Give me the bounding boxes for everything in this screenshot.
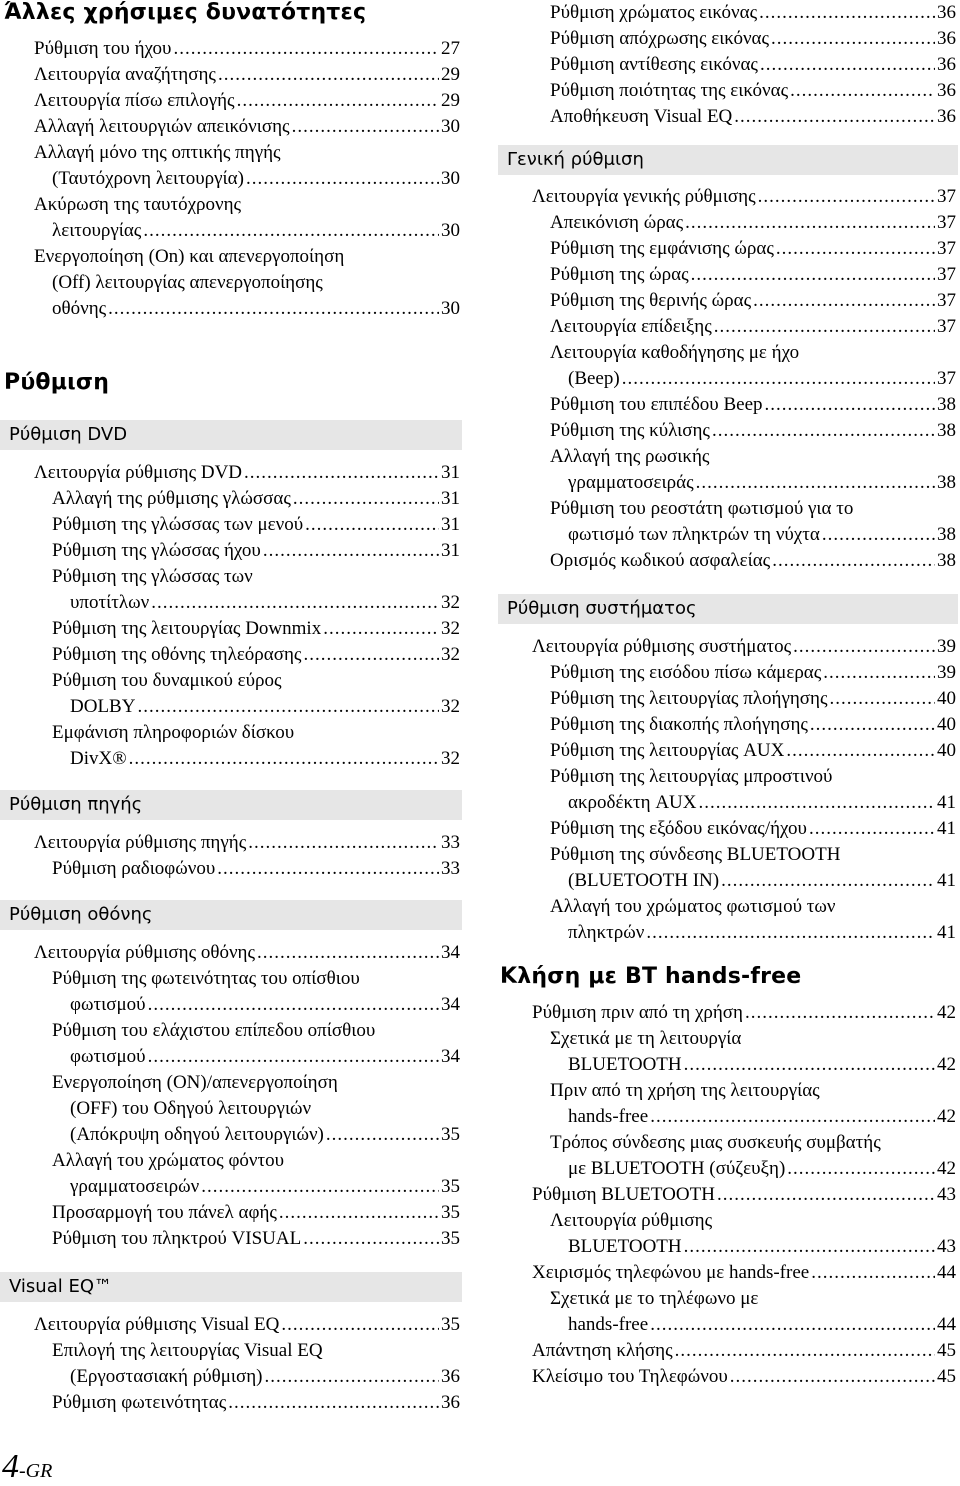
dot-leader bbox=[759, 0, 935, 26]
toc-entry-title: Αποθήκευση Visual EQ bbox=[550, 106, 733, 127]
toc-page-number: 29 bbox=[441, 64, 460, 85]
toc-entry-title: Ρύθμιση του ρεοστάτη φωτισμού για το bbox=[550, 498, 854, 519]
page-number-digit: 4 bbox=[2, 1448, 19, 1485]
dot-leader bbox=[292, 114, 439, 140]
toc-entry-title: Κλείσιμο του Τηλεφώνου bbox=[532, 1366, 728, 1387]
toc-entry-title: Ρύθμιση χρώματος εικόνας bbox=[550, 2, 758, 23]
toc-entry-title: (Απόκρυψη οδηγού λειτουργιών) bbox=[70, 1124, 324, 1145]
toc-entry-title: Λειτουργία αναζήτησης bbox=[34, 64, 216, 85]
toc-page-number: 32 bbox=[441, 592, 460, 613]
toc-entry-title: φωτισμού bbox=[70, 994, 146, 1015]
toc-entry-title: Ρύθμιση του πληκτρού VISUAL bbox=[52, 1228, 302, 1249]
dot-leader bbox=[760, 52, 935, 78]
dot-leader bbox=[326, 1122, 439, 1148]
toc-entry-title: Ρύθμιση του ήχου bbox=[34, 38, 172, 59]
dot-leader bbox=[218, 62, 439, 88]
toc-entry-title: Ρύθμιση της λειτουργίας πλοήγησης bbox=[550, 688, 828, 709]
toc-entry-title: Λειτουργία ρύθμισης Visual EQ bbox=[34, 1314, 280, 1335]
toc-page-number: 35 bbox=[441, 1228, 460, 1249]
toc-page-number: 44 bbox=[937, 1314, 956, 1335]
toc-page-number: 31 bbox=[441, 488, 460, 509]
toc-entry-title: hands-free bbox=[568, 1314, 649, 1335]
toc-entry-title: Αλλαγή μόνο της οπτικής πηγής bbox=[34, 142, 281, 163]
toc-entry-title: Λειτουργία ρύθμισης πηγής bbox=[34, 832, 247, 853]
toc-entry-title: Λειτουργία καθοδήγησης με ήχο bbox=[550, 342, 800, 363]
dot-leader bbox=[257, 940, 439, 966]
dot-leader bbox=[303, 1226, 439, 1252]
toc-page-number: 29 bbox=[441, 90, 460, 111]
section-heading: Κλήση με BT hands-free bbox=[500, 964, 802, 989]
dot-leader bbox=[786, 738, 935, 764]
dot-leader bbox=[793, 634, 935, 660]
toc-page-number: 40 bbox=[937, 740, 956, 761]
toc-entry-title: Αλλαγή λειτουργιών απεικόνισης bbox=[34, 116, 290, 137]
toc-page-number: 40 bbox=[937, 714, 956, 735]
toc-entry-title: Ρύθμιση ραδιοφώνου bbox=[52, 858, 216, 879]
toc-entry-title: (Εργοστασιακή ρύθμιση) bbox=[70, 1366, 263, 1387]
toc-entry-title: Ρύθμιση της εισόδου πίσω κάμερας bbox=[550, 662, 822, 683]
toc-entry-title: DivX® bbox=[70, 748, 127, 769]
dot-leader bbox=[721, 868, 935, 894]
dot-leader bbox=[263, 538, 439, 564]
toc-page-number: 37 bbox=[937, 238, 956, 259]
toc-page-number: 32 bbox=[441, 748, 460, 769]
dot-leader bbox=[675, 1338, 935, 1364]
toc-entry-title: Ρύθμιση του δυναμικού εύρος bbox=[52, 670, 282, 691]
toc-page-number: 34 bbox=[441, 942, 460, 963]
toc-page-number: 36 bbox=[937, 80, 956, 101]
toc-page-number: 38 bbox=[937, 394, 956, 415]
dot-leader bbox=[108, 296, 439, 322]
section-heading: Ρύθμιση bbox=[4, 370, 110, 395]
dot-leader bbox=[810, 712, 935, 738]
toc-entry-title: Ενεργοποίηση (On) και απενεργοποίηση bbox=[34, 246, 345, 267]
dot-leader bbox=[809, 816, 935, 842]
subsection-heading: Ρύθμιση DVD bbox=[0, 420, 462, 450]
toc-entry-title: Σχετικά με το τηλέφωνο με bbox=[550, 1288, 759, 1309]
toc-page-number: 36 bbox=[937, 2, 956, 23]
toc-entry-title: φωτισμό των πληκτρών τη νύχτα bbox=[568, 524, 820, 545]
toc-entry-title: λειτουργίας bbox=[52, 220, 142, 241]
toc-page-number: 33 bbox=[441, 858, 460, 879]
toc-entry-title: Λειτουργία επίδειξης bbox=[550, 316, 712, 337]
toc-entry-title: Ρύθμιση της θερινής ώρας bbox=[550, 290, 752, 311]
toc-entry-title: BLUETOOTH bbox=[568, 1236, 682, 1257]
toc-entry-title: Λειτουργία ρύθμισης συστήματος bbox=[532, 636, 792, 657]
toc-page-number: 37 bbox=[937, 264, 956, 285]
toc-entry-title: Ρύθμιση της ώρας bbox=[550, 264, 689, 285]
dot-leader bbox=[772, 548, 935, 574]
toc-page-number: 41 bbox=[937, 818, 956, 839]
toc-entry-title: με BLUETOOTH (σύζευξη) bbox=[568, 1158, 786, 1179]
dot-leader bbox=[305, 512, 439, 538]
toc-entry-title: (Beep) bbox=[568, 368, 620, 389]
toc-entry-title: Ρύθμιση απόχρωσης εικόνας bbox=[550, 28, 770, 49]
dot-leader bbox=[730, 1364, 935, 1390]
toc-entry-title: (OFF) του Οδηγού λειτουργιών bbox=[70, 1098, 312, 1119]
toc-entry-title: DOLBY bbox=[70, 696, 136, 717]
dot-leader bbox=[822, 522, 935, 548]
toc-entry-title: Ρύθμιση της φωτεινότητας του οπίσθιου bbox=[52, 968, 360, 989]
toc-entry-title: οθόνης bbox=[52, 298, 107, 319]
toc-entry-title: Ρύθμιση της λειτουργίας μπροστινού bbox=[550, 766, 833, 787]
toc-page-number: 36 bbox=[441, 1366, 460, 1387]
toc-entry-title: Ρύθμιση ποιότητας της εικόνας bbox=[550, 80, 789, 101]
toc-entry-title: Εμφάνιση πληροφοριών δίσκου bbox=[52, 722, 295, 743]
toc-entry-title: Ρύθμιση BLUETOOTH bbox=[532, 1184, 715, 1205]
toc-page-number: 42 bbox=[937, 1054, 956, 1075]
toc-page-number: 36 bbox=[441, 1392, 460, 1413]
subsection-heading: Ρύθμιση πηγής bbox=[0, 790, 462, 820]
toc-page-number: 33 bbox=[441, 832, 460, 853]
subsection-heading: Visual EQ™ bbox=[0, 1272, 462, 1302]
toc-page-number: 35 bbox=[441, 1124, 460, 1145]
toc-entry-title: ακροδέκτη AUX bbox=[568, 792, 697, 813]
toc-page-number: 37 bbox=[937, 316, 956, 337]
toc-page-number: 32 bbox=[441, 618, 460, 639]
section-heading: Άλλες χρήσιμες δυνατότητες bbox=[4, 0, 367, 25]
toc-page-number: 36 bbox=[937, 28, 956, 49]
dot-leader bbox=[696, 470, 935, 496]
toc-page-number: 39 bbox=[937, 662, 956, 683]
toc-entry-title: Αλλαγή του χρώματος φόντου bbox=[52, 1150, 285, 1171]
toc-entry-title: Επιλογή της λειτουργίας Visual EQ bbox=[52, 1340, 323, 1361]
toc-page-number: 45 bbox=[937, 1366, 956, 1387]
toc-entry-title: Αλλαγή της ρωσικής bbox=[550, 446, 710, 467]
toc-entry-title: Πριν από τη χρήση της λειτουργίας bbox=[550, 1080, 820, 1101]
toc-page-number: 36 bbox=[937, 54, 956, 75]
toc-entry-title: Ρύθμιση φωτεινότητας bbox=[52, 1392, 227, 1413]
toc-page-number: 35 bbox=[441, 1176, 460, 1197]
toc-entry-title: Ρύθμιση της γλώσσας ήχου bbox=[52, 540, 261, 561]
toc-page-number: 37 bbox=[937, 212, 956, 233]
dot-leader bbox=[201, 1174, 439, 1200]
toc-entry-title: Αλλαγή του χρώματος φωτισμού των bbox=[550, 896, 836, 917]
dot-leader bbox=[246, 166, 439, 192]
dot-leader bbox=[685, 210, 935, 236]
dot-leader bbox=[265, 1364, 439, 1390]
dot-leader bbox=[765, 392, 936, 418]
dot-leader bbox=[714, 314, 935, 340]
toc-entry-title: Προσαρμογή του πάνελ αφής bbox=[52, 1202, 277, 1223]
dot-leader bbox=[734, 104, 935, 130]
toc-entry-title: Λειτουργία γενικής ρύθμισης bbox=[532, 186, 756, 207]
toc-entry-title: φωτισμού bbox=[70, 1046, 146, 1067]
toc-page-number: 40 bbox=[937, 688, 956, 709]
dot-leader bbox=[691, 262, 935, 288]
dot-leader bbox=[151, 590, 439, 616]
toc-entry-title: Ρύθμιση της λειτουργίας Downmix bbox=[52, 618, 322, 639]
toc-entry-title: Λειτουργία ρύθμισης bbox=[550, 1210, 713, 1231]
dot-leader bbox=[129, 746, 439, 772]
toc-page-number: 37 bbox=[937, 368, 956, 389]
dot-leader bbox=[148, 1044, 439, 1070]
toc-page-number: 35 bbox=[441, 1202, 460, 1223]
toc-page-number: 38 bbox=[937, 524, 956, 545]
toc-page-number: 39 bbox=[937, 636, 956, 657]
toc-page-number: 30 bbox=[441, 116, 460, 137]
toc-entry-title: Ρύθμιση της εμφάνισης ώρας bbox=[550, 238, 774, 259]
toc-page-number: 34 bbox=[441, 1046, 460, 1067]
toc-page-number: 38 bbox=[937, 472, 956, 493]
toc-page-number: 34 bbox=[441, 994, 460, 1015]
subsection-heading: Ρύθμιση συστήματος bbox=[498, 594, 958, 624]
toc-entry-title: Ρύθμιση της διακοπής πλοήγησης bbox=[550, 714, 808, 735]
toc-entry-title: Τρόπος σύνδεσης μιας συσκευής συμβατής bbox=[550, 1132, 881, 1153]
toc-entry-title: (Off) λειτουργίας απενεργοποίησης bbox=[52, 272, 323, 293]
toc-entry-title: Ρύθμιση της εξόδου εικόνας/ήχου bbox=[550, 818, 807, 839]
toc-entry-title: γραμματοσειρών bbox=[70, 1176, 200, 1197]
dot-leader bbox=[281, 1312, 439, 1338]
dot-leader bbox=[646, 920, 935, 946]
toc-entry-title: Ρύθμιση της γλώσσας των bbox=[52, 566, 253, 587]
dot-leader bbox=[137, 694, 439, 720]
dot-leader bbox=[622, 366, 935, 392]
dot-leader bbox=[699, 790, 935, 816]
dot-leader bbox=[823, 660, 935, 686]
dot-leader bbox=[650, 1104, 935, 1130]
toc-entry-title: Απεικόνιση ώρας bbox=[550, 212, 684, 233]
dot-leader bbox=[143, 218, 439, 244]
toc-entry-title: Απάντηση κλήσης bbox=[532, 1340, 673, 1361]
toc-page-number: 30 bbox=[441, 298, 460, 319]
toc-entry-title: Λειτουργία ρύθμισης οθόνης bbox=[34, 942, 255, 963]
dot-leader bbox=[650, 1312, 935, 1338]
subsection-heading: Γενική ρύθμιση bbox=[498, 145, 958, 175]
toc-entry-title: Χειρισμός τηλεφώνου με hands-free bbox=[532, 1262, 810, 1283]
dot-leader bbox=[753, 288, 935, 314]
dot-leader bbox=[148, 992, 439, 1018]
toc-entry-title: Σχετικά με τη λειτουργία bbox=[550, 1028, 742, 1049]
toc-entry-title: πληκτρών bbox=[568, 922, 645, 943]
dot-leader bbox=[758, 184, 935, 210]
toc-entry-title: Ορισμός κωδικού ασφαλείας bbox=[550, 550, 771, 571]
toc-entry-title: Ρύθμιση του επιπέδου Beep bbox=[550, 394, 763, 415]
toc-page-number: 37 bbox=[937, 186, 956, 207]
dot-leader bbox=[303, 642, 439, 668]
toc-entry-title: Ρύθμιση του ελάχιστου επίπεδου οπίσθιου bbox=[52, 1020, 376, 1041]
toc-entry-title: Ακύρωση της ταυτόχρονης bbox=[34, 194, 242, 215]
dot-leader bbox=[790, 78, 935, 104]
toc-page-number: 27 bbox=[441, 38, 460, 59]
toc-entry-title: (BLUETOOTH IN) bbox=[568, 870, 720, 891]
toc-entry-title: Ρύθμιση της λειτουργίας AUX bbox=[550, 740, 785, 761]
toc-page-number: 45 bbox=[937, 1340, 956, 1361]
dot-leader bbox=[684, 1234, 935, 1260]
toc-page-number: 32 bbox=[441, 696, 460, 717]
page-number-suffix: -GR bbox=[19, 1460, 53, 1482]
toc-page-number: 44 bbox=[937, 1262, 956, 1283]
toc-page-number: 38 bbox=[937, 420, 956, 441]
dot-leader bbox=[745, 1000, 935, 1026]
toc-page-number: 30 bbox=[441, 168, 460, 189]
toc-entry-title: Ρύθμιση αντίθεσης εικόνας bbox=[550, 54, 758, 75]
subsection-heading: Ρύθμιση οθόνης bbox=[0, 900, 462, 930]
toc-page-number: 42 bbox=[937, 1158, 956, 1179]
dot-leader bbox=[684, 1052, 935, 1078]
toc-page-number: 43 bbox=[937, 1236, 956, 1257]
toc-page-number: 35 bbox=[441, 1314, 460, 1335]
toc-entry-title: BLUETOOTH bbox=[568, 1054, 682, 1075]
toc-entry-title: Ενεργοποίηση (ON)/απενεργοποίηση bbox=[52, 1072, 338, 1093]
toc-entry-title: γραμματοσειράς bbox=[568, 472, 694, 493]
toc-page-number: 31 bbox=[441, 540, 460, 561]
toc-page-number: 32 bbox=[441, 644, 460, 665]
toc-page-number: 38 bbox=[937, 550, 956, 571]
toc-page-number: 36 bbox=[937, 106, 956, 127]
dot-leader bbox=[771, 26, 935, 52]
toc-page-number: 31 bbox=[441, 514, 460, 535]
dot-leader bbox=[237, 88, 439, 114]
toc-page-number: 41 bbox=[937, 870, 956, 891]
toc-entry-title: Αλλαγή της ρύθμισης γλώσσας bbox=[52, 488, 291, 509]
toc-page-number: 31 bbox=[441, 462, 460, 483]
toc-page-number: 30 bbox=[441, 220, 460, 241]
toc-entry-title: υποτίτλων bbox=[70, 592, 150, 613]
dot-leader bbox=[323, 616, 439, 642]
dot-leader bbox=[279, 1200, 439, 1226]
toc-entry-title: Ρύθμιση της οθόνης τηλεόρασης bbox=[52, 644, 302, 665]
dot-leader bbox=[811, 1260, 935, 1286]
toc-entry-title: (Ταυτόχρονη λειτουργία) bbox=[52, 168, 244, 189]
toc-page-number: 41 bbox=[937, 792, 956, 813]
toc-page-number: 41 bbox=[937, 922, 956, 943]
dot-leader bbox=[717, 1182, 935, 1208]
dot-leader bbox=[787, 1156, 935, 1182]
toc-page-number: 43 bbox=[937, 1184, 956, 1205]
dot-leader bbox=[776, 236, 935, 262]
toc-entry-title: Λειτουργία πίσω επιλογής bbox=[34, 90, 235, 111]
dot-leader bbox=[248, 830, 439, 856]
toc-entry-title: Ρύθμιση πριν από τη χρήση bbox=[532, 1002, 743, 1023]
toc-page-number: 42 bbox=[937, 1106, 956, 1127]
toc-entry-title: Ρύθμιση της γλώσσας των μενού bbox=[52, 514, 304, 535]
toc-page-number: 37 bbox=[937, 290, 956, 311]
page-number bbox=[2, 1448, 52, 1486]
dot-leader bbox=[244, 460, 439, 486]
dot-leader bbox=[712, 418, 935, 444]
dot-leader bbox=[830, 686, 936, 712]
dot-leader bbox=[217, 856, 439, 882]
toc-entry-title: Ρύθμιση της κύλισης bbox=[550, 420, 710, 441]
dot-leader bbox=[293, 486, 439, 512]
dot-leader bbox=[173, 36, 439, 62]
dot-leader bbox=[228, 1390, 439, 1416]
toc-entry-title: Ρύθμιση της σύνδεσης BLUETOOTH bbox=[550, 844, 841, 865]
toc-entry-title: hands-free bbox=[568, 1106, 649, 1127]
toc-page-number: 42 bbox=[937, 1002, 956, 1023]
toc-entry-title: Λειτουργία ρύθμισης DVD bbox=[34, 462, 243, 483]
